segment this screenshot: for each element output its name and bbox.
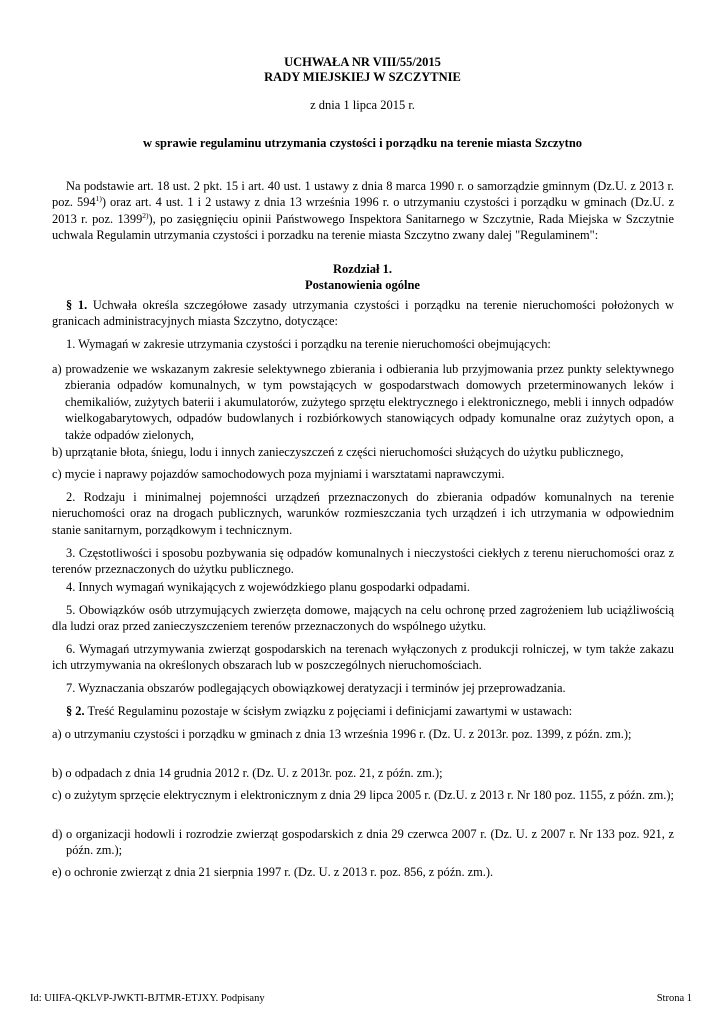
point-3: 3. Częstotliwości i sposobu pozbywania się odpadów komunalnych i nieczystości ciekłych z terenu nieruchomości oraz z terenów przeznaczonych do użytku publicznego. bbox=[52, 546, 674, 577]
point-4: 4. Innych wymagań wynikających z wojewódzkiego planu gospodarki odpadami. bbox=[66, 580, 470, 594]
paragraph-1: § 1. Uchwała określa szczegółowe zasady utrzymania czystości i porządku na terenie nieruchomości położonych w granicach administracyjnych miasta Szczytno, dotyczące: bbox=[52, 298, 675, 329]
list-item: e) o ochronie zwierząt z dnia 21 sierpnia 1997 r. (Dz. U. z 2013 r. poz. 856, z późn. zm.). bbox=[52, 865, 494, 879]
paragraph-2: § 2. Treść Regulaminu pozostaje w ścisłym związku z pojęciami i definicjami zawartymi w ustawach: bbox=[66, 704, 573, 718]
paragraph-2-mark: § 2. bbox=[66, 704, 85, 718]
chapter-title: Rozdział 1. bbox=[332, 262, 393, 276]
council-name: RADY MIEJSKIEJ W SZCZYTNIE bbox=[264, 70, 461, 84]
list-item: c) o zużytym sprzęcie elektrycznym i elektronicznym z dnia 29 lipca 2005 r. (Dz.U. z 2013 r. Nr 180 poz. 1155, z późn. zm.); bbox=[52, 788, 674, 802]
resolution-date: z dnia 1 lipca 2015 r. bbox=[310, 98, 415, 112]
chapter-name: Postanowienia ogólne bbox=[305, 278, 420, 292]
list-item: a) o utrzymaniu czystości i porządku w gminach z dnia 13 września 1996 r. (Dz. U. z 2013r. poz. 1399, z późn. zm.); bbox=[52, 727, 632, 741]
preamble: Na podstawie art. 18 ust. 2 pkt. 15 i art. 40 ust. 1 ustawy z dnia 8 marca 1990 r. o samorządzie gminnym (Dz.U. z 2013 r. poz. 594$^{1)}$) oraz art. 4 ust. 1 i 2 ustawy z dnia 13 września 1996 r. o utrzymaniu czystości i porządku w gminach (Dz.U. z 2013 r. poz. 1399$^{2)}$), po zasięgnięciu opinii Państwowego Inspektora Sanitarnego w Szczytnie, Rada Miejska w Szczytnie uchwala Regulamin utrzymania czystości i porzadku na terenie miasta Szczytno zwany dalej "Regulaminem": bbox=[52, 179, 675, 243]
page-number: Strona 1 bbox=[656, 993, 692, 1004]
list-item: c) mycie i naprawy pojazdów samochodowych poza myjniami i warsztatami naprawczymi. bbox=[52, 467, 505, 481]
paragraph-1-mark: § 1. bbox=[66, 298, 88, 312]
point-5: 5. Obowiązków osób utrzymujących zwierzęta domowe, mających na celu ochronę przed zagrożeniem lub uciążliwością dla ludzi oraz przed zanieczyszczeniem terenów przeznaczonych do wspólnego użytku. bbox=[52, 603, 674, 634]
resolution-subject: w sprawie regulaminu utrzymania czystości i porządku na terenie miasta Szczytno bbox=[142, 136, 583, 150]
point-7: 7. Wyznaczania obszarów podlegających obowiązkowej deratyzacji i terminów jej przeprowadzania. bbox=[66, 681, 566, 695]
document-id: Id: UIIFA-QKLVP-JWKTI-BJTMR-ETJXY. Podpisany bbox=[30, 993, 265, 1004]
point-6: 6. Wymagań utrzymywania zwierząt gospodarskich na terenach wyłączonych z produkcji rolniczej, w tym także zakazu ich utrzymywania na określonych obszarach lub w poszczególnych nieruchomościach. bbox=[52, 642, 674, 673]
resolution-number: UCHWAŁA NR VIII/55/2015 bbox=[284, 55, 441, 69]
point-2: 2. Rodzaju i minimalnej pojemności urządzeń przeznaczonych do zbierania odpadów komunalnych na terenie nieruchomości oraz na drogach publicznych, warunków rozmieszczania tych urządzeń i ich utrzymania w odpowiednim stanie sanitarnym, porządkowym i technicznym. bbox=[52, 490, 674, 537]
list-item: b) o odpadach z dnia 14 grudnia 2012 r. (Dz. U. z 2013r. poz. 21, z późn. zm.); bbox=[52, 766, 443, 780]
list-item: b) uprzątanie błota, śniegu, lodu i innych zanieczyszczeń z części nieruchomości służących do użytku publicznego, bbox=[52, 445, 624, 459]
point-1: 1. Wymagań w zakresie utrzymania czystości i porządku na terenie nieruchomości obejmujących: bbox=[66, 337, 551, 351]
list-item: a) prowadzenie we wskazanym zakresie selektywnego zbierania i odbierania lub przyjmowania przez punkty selektywnego zbierania odpadów komunalnych, w tym powstających w gospodarstwach domowych przeterminowanych leków i chemikaliów, zużytych baterii i akumulatorów, zużytego sprzętu elektrycznego i elektronicznego, mebli i innych odpadów wielkogabarytowych, odpadów budowlanych i rozbiórkowych stanowiących odpady komunalne oraz zużytych opon, a także odpadów zielonych, bbox=[52, 362, 674, 442]
list-item: d) o organizacji hodowli i rozrodzie zwierząt gospodarskich z dnia 29 czerwca 2007 r. (Dz. U. z 2007 r. Nr 133 poz. 921, z późn. zm.); bbox=[52, 827, 674, 858]
